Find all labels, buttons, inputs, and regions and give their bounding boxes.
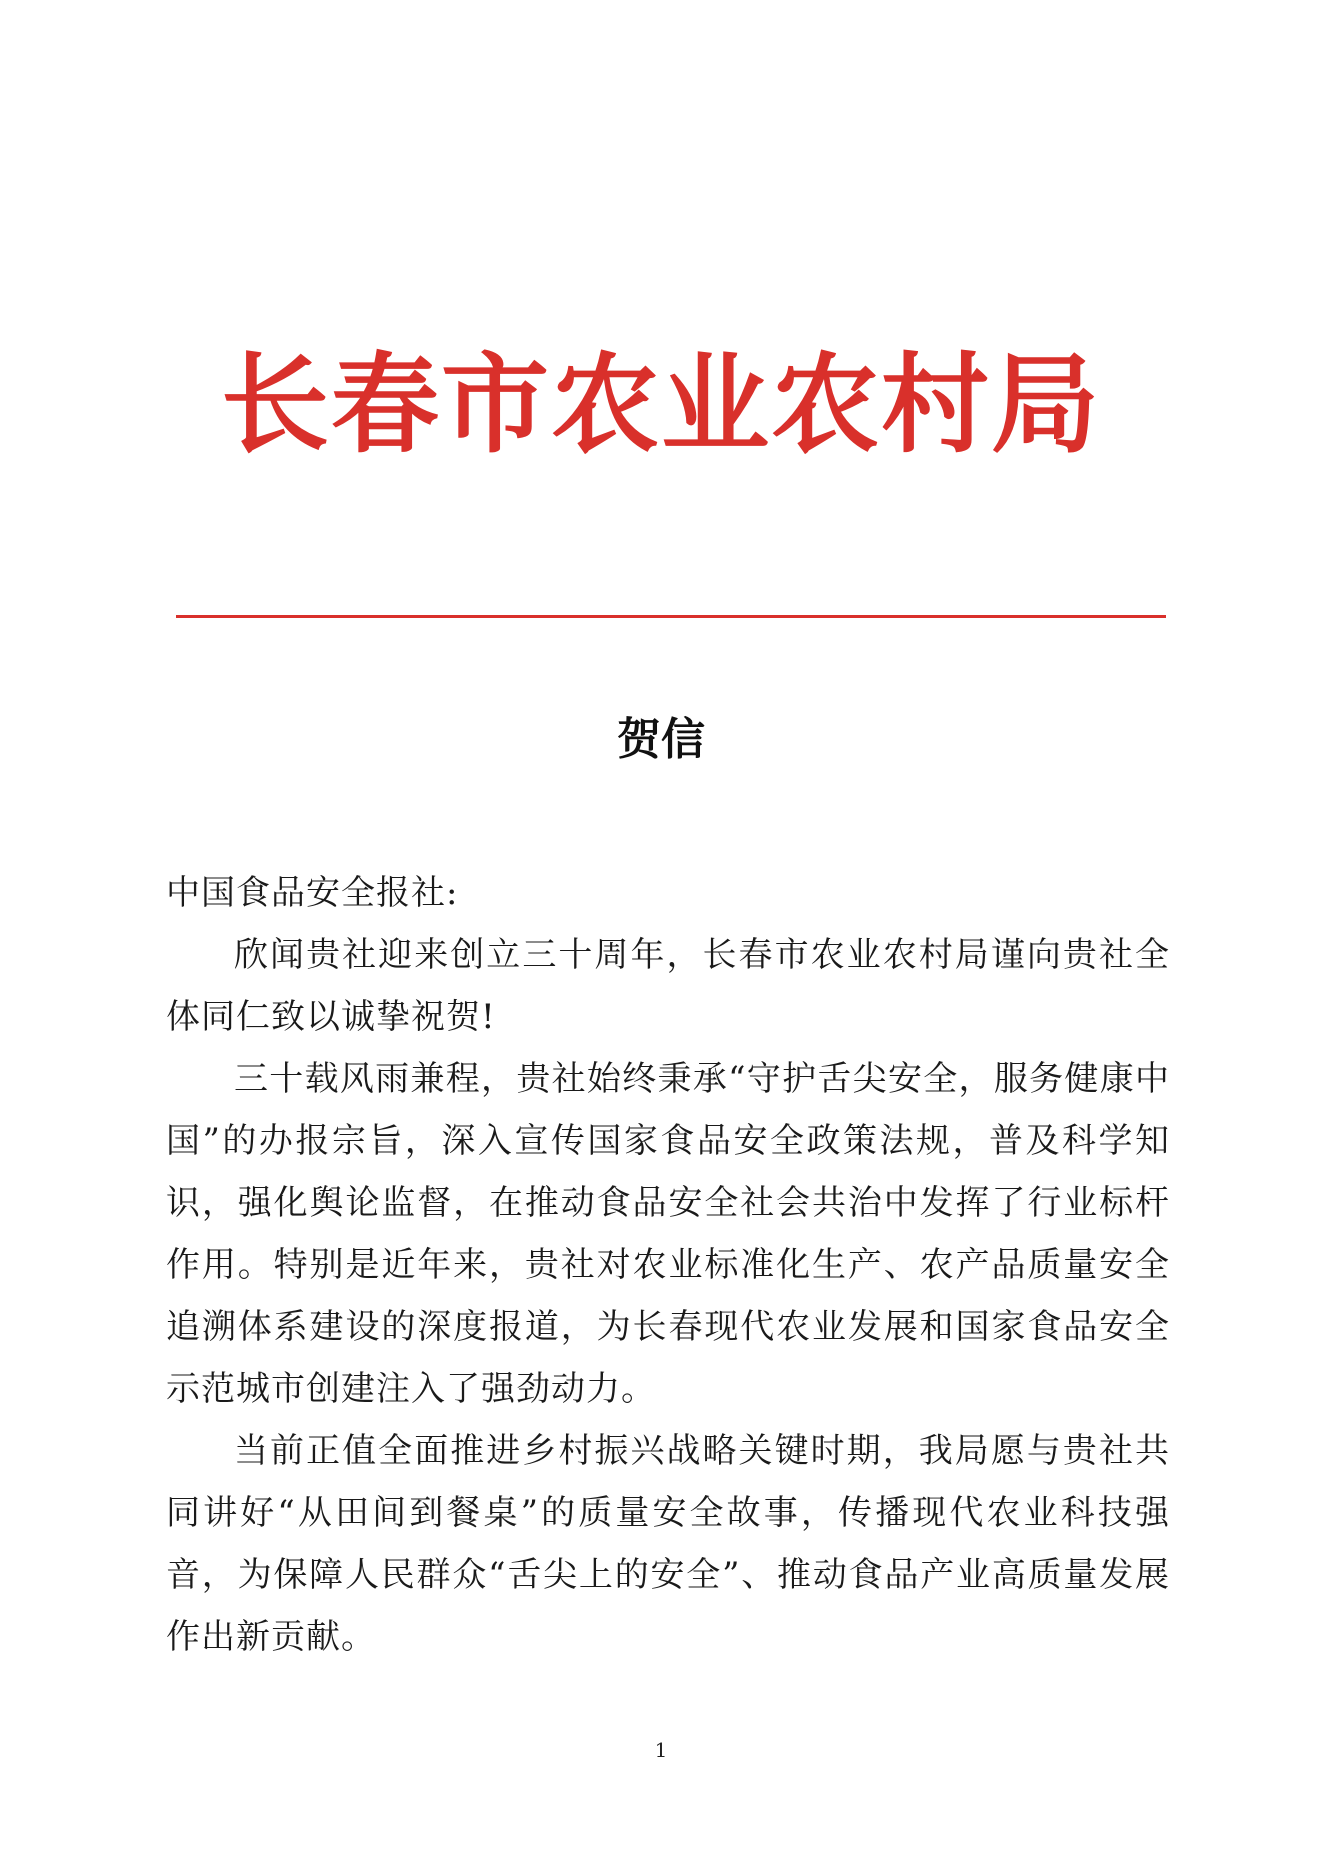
letter-paragraph: 欣闻贵社迎来创立三十周年，长春市农业农村局谨向贵社全体同仁致以诚挚祝贺!	[166, 935, 1170, 1037]
page-number: 1	[654, 1738, 668, 1762]
letter-paragraph: 当前正值全面推进乡村振兴战略关键时期，我局愿与贵社共同讲好“从田间到餐桌”的质量安全故事，传播现代农业科技强音，为保障人民群众“舌尖上的安全”、推动食品产业高质量发展作出新贡献。	[166, 1431, 1170, 1657]
letterhead-divider	[176, 615, 1166, 618]
document-title: 贺信	[617, 714, 705, 765]
letter-paragraph: 三十载风雨兼程，贵社始终秉承“守护舌尖安全，服务健康中国”的办报宗旨，深入宣传国家食品安全政策法规，普及科学知识，强化舆论监督，在推动食品安全社会共治中发挥了行业标杆作用。特别是近年来，贵社对农业标准化生产、农产品质量安全追溯体系建设的深度报道，为长春现代农业发展和国家食品安全示范城市创建注入了强劲动力。	[166, 1059, 1170, 1409]
letter-salutation: 中国食品安全报社:	[166, 873, 459, 913]
letter-body	[166, 862, 1170, 1668]
letterhead-org-name: 长春市农业农村局	[220, 342, 1101, 468]
